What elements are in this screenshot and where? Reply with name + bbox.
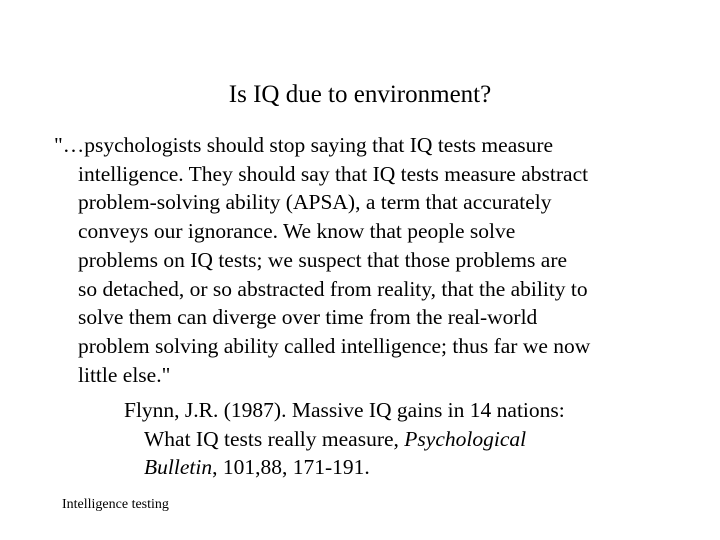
slide-title: Is IQ due to environment?: [228, 81, 492, 108]
citation-line: [124, 425, 684, 454]
quote-line: little else.": [78, 362, 171, 387]
citation: [124, 396, 684, 482]
journal-name: Psychological: [404, 426, 527, 451]
citation-line: Flynn, J.R. (1987). Massive IQ gains in 14 nations:: [124, 398, 565, 422]
quote-line: solve them can diverge over time from the real-world: [78, 305, 538, 330]
quote-line: so detached, or so abstracted from reality, that the ability to: [78, 276, 588, 301]
quote-line: problem-solving ability (APSA), a term that accurately: [78, 190, 552, 215]
journal-name: Bulletin: [144, 455, 213, 480]
quote-line: problem solving ability called intelligence; thus far we now: [78, 333, 591, 358]
citation-text: , 101,88, 171-191.: [212, 455, 370, 480]
quote-line: conveys our ignorance. We know that people solve: [78, 219, 516, 244]
slide-footer: Intelligence testing: [62, 497, 169, 512]
quote-block: [54, 131, 674, 389]
quote-line: problems on IQ tests; we suspect that those problems are: [78, 247, 568, 272]
citation-line: [124, 453, 684, 482]
quote-line: "…psychologists should stop saying that IQ tests measure: [54, 133, 554, 157]
citation-text: What IQ tests really measure,: [144, 426, 405, 451]
quote-line: intelligence. They should say that IQ tests measure abstract: [78, 161, 589, 186]
